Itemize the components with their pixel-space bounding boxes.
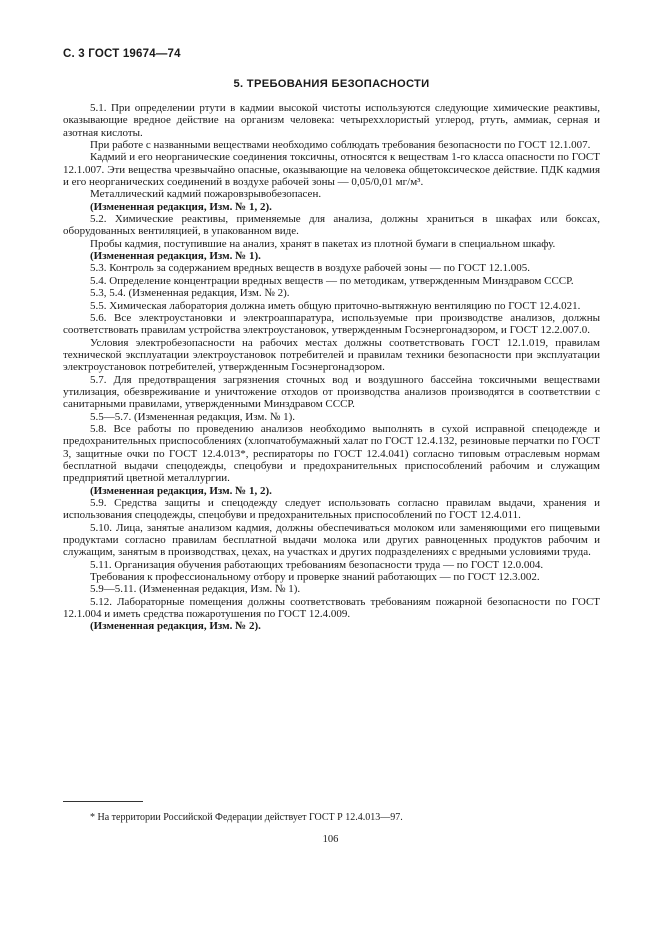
amendment-note: (Измененная редакция, Изм. № 1, 2).	[90, 200, 272, 213]
paragraph: Кадмий и его неорганические соединения токсичны, относятся к веществам 1-го класса опасности по ГОСТ 12.1.007. Эти вещества чрезвычайно опасные, оказывающие на человека общетоксическое действие. ПДК кадмия и его неорганических соединений в воздухе рабочей зоны — 0,05/0,01 мг/м³.	[63, 151, 600, 189]
paragraph: 5.3, 5.4. (Измененная редакция, Изм. № 2).	[90, 287, 290, 300]
paragraph: 5.11. Организация обучения работающих требованиям безопасности труда — по ГОСТ 12.0.004.	[90, 558, 544, 571]
document-body	[63, 102, 600, 633]
paragraph: При работе с названными веществами необходимо соблюдать требования безопасности по ГОСТ 12.1.007.	[90, 139, 591, 152]
paragraph: 5.9. Средства защиты и спецодежду следует использовать согласно правилам выдачи, хранения и использования спецодежды, спецобуви и предохранительных приспособлений по ГОСТ 12.4.011.	[63, 497, 600, 522]
paragraph: 5.5—5.7. (Измененная редакция, Изм. № 1).	[90, 410, 296, 423]
amendment-note: (Измененная редакция, Изм. № 1).	[90, 250, 261, 263]
paragraph: 5.4. Определение концентрации вредных веществ — по методикам, утвержденным Минздравом СССР.	[90, 274, 574, 287]
paragraph: Условия электробезопасности на рабочих местах должны соответствовать ГОСТ 12.1.019, правилам технической эксплуатации электроустановок потребителей и правилам техники безопасности при эксплуатации электроустановок потребителей, утвержденным Госэнергонадзором.	[63, 336, 600, 374]
footnote: * На территории Российской Федерации действует ГОСТ Р 12.4.013—97.	[90, 812, 403, 823]
paragraph: Металлический кадмий пожаровзрывобезопасен.	[90, 188, 322, 201]
paragraph: 5.10. Лица, занятые анализом кадмия, должны обеспечиваться молоком или заменяющими его пищевыми продуктами согласно правилам бесплатной выдачи молока или других равноценных продуктов рабочим и служащим, занятым в производствах, цехах, на участках и других подразделениях с вредными условиями труда.	[63, 521, 600, 559]
amendment-note: (Измененная редакция, Изм. № 2).	[90, 620, 261, 633]
paragraph: 5.12. Лабораторные помещения должны соответствовать требованиям пожарной безопасности по ГОСТ 12.1.004 и иметь средства пожаротушения по ГОСТ 12.4.009.	[63, 595, 600, 621]
paragraph: Требования к профессиональному отбору и проверке знаний работающих — по ГОСТ 12.3.002.	[90, 571, 540, 584]
paragraph: 5.7. Для предотвращения загрязнения сточных вод и воздушного бассейна токсичными веществами утилизация, обезвреживание и уничтожение отходов от производства анализов производятся в соответствии с санитарными правилами, утвержденными Минздравом СССР.	[63, 373, 600, 411]
page-number: 106	[322, 834, 339, 845]
paragraph: 5.2. Химические реактивы, применяемые для анализа, должны храниться в шкафах или боксах, оборудованных вентиляцией, в упакованном виде.	[63, 213, 600, 238]
paragraph: 5.8. Все работы по проведению анализов необходимо выполнять в сухой исправной спецодежде и предохранительных приспособлениях (хлопчатобумажный халат по ГОСТ 12.4.132, резиновые перчатки по ГОСТ 3, защитные очки по ГОСТ 12.4.013*, респираторы по ГОСТ 12.4.041) согласно типовым отраслевым нормам бесплатной выдачи спецодежды, спецобуви и предохранительных приспособлений рабочим и служащим предприятий цветной металлургии.	[63, 422, 600, 485]
paragraph: 5.5. Химическая лаборатория должна иметь общую приточно-вытяжную вентиляцию по ГОСТ 12.4.021.	[90, 299, 581, 312]
paragraph: Пробы кадмия, поступившие на анализ, хранят в пакетах из плотной бумаги в специальном шкафу.	[90, 237, 556, 250]
section-title: 5. ТРЕБОВАНИЯ БЕЗОПАСНОСТИ	[233, 78, 430, 90]
paragraph: 5.3. Контроль за содержанием вредных веществ в воздухе рабочей зоны — по ГОСТ 12.1.005.	[90, 262, 530, 275]
page-header: С. 3 ГОСТ 19674—74	[63, 48, 181, 60]
footnote-rule	[63, 801, 143, 802]
amendment-note: (Измененная редакция, Изм. № 1, 2).	[90, 484, 272, 497]
paragraph: 5.9—5.11. (Измененная редакция, Изм. № 1).	[90, 583, 301, 596]
paragraph: 5.1. При определении ртути в кадмии высокой чистоты используются следующие химические реактивы, оказывающие вредное действие на организм человека: четыреххлористый углерод, ртуть, аммиак, серная и азотная кислоты.	[63, 102, 600, 139]
paragraph: 5.6. Все электроустановки и электроаппаратура, используемые при производстве анализов, должны соответствовать правилам устройства электроустановок, утвержденным Госэнергонадзором, и ГОСТ 12.2.007.0.	[63, 311, 600, 337]
